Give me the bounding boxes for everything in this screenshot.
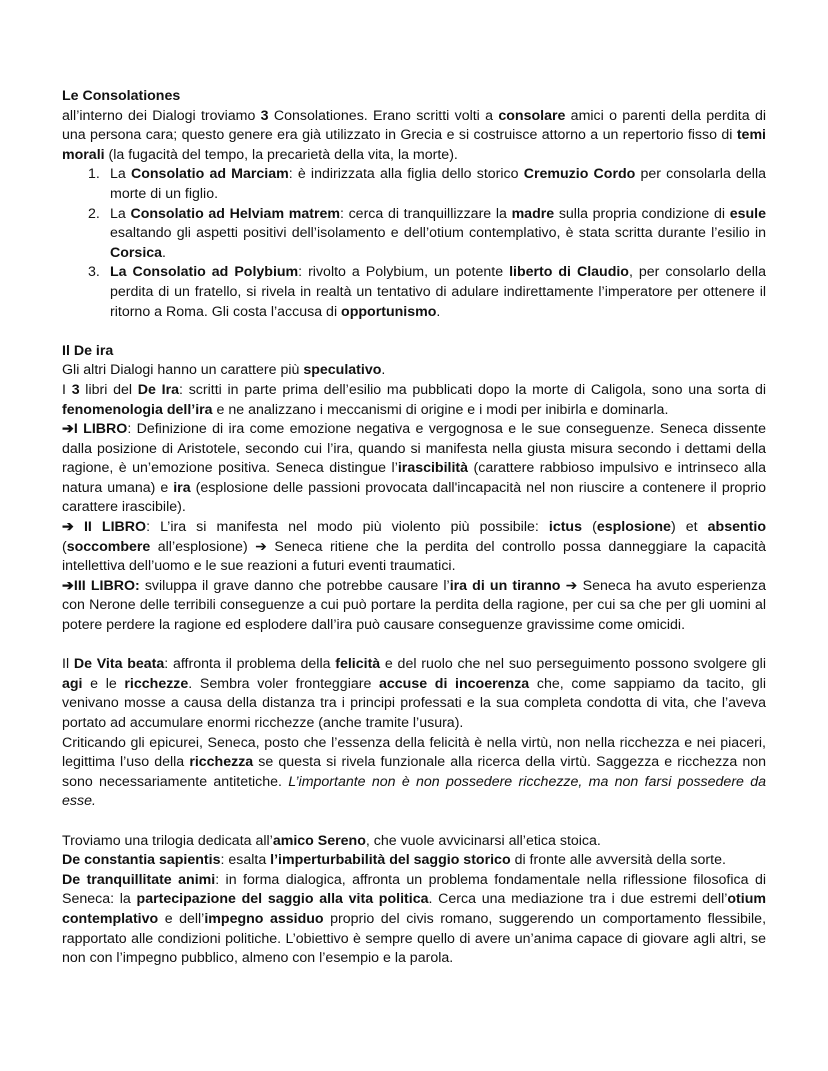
bold-text: ➔ II LIBRO	[62, 519, 147, 536]
text-run: amici o parenti della perdita di una persona cara; questo genere era già utilizzato in Grecia e si costruisce attorno a un repertorio fisso di	[62, 107, 766, 144]
bold-text: De Ira	[137, 381, 180, 398]
bold-text: 3	[71, 381, 80, 398]
paragraph	[62, 832, 766, 852]
bold-text: Le Consolationes	[62, 88, 181, 104]
bold-text: esule	[729, 205, 766, 222]
blank-line	[62, 322, 766, 342]
text-run: : Definizione di ira come emozione negativa e vergognosa e le sue conseguenze. Seneca dissente dalla posizione di Aristotele, secondo cui l’ira, quando si manifesta nella giusta misura secondo i dettami della ragione, è un’emozione positiva. Seneca distingue l’	[62, 421, 767, 477]
text-run: di fronte alle avversità della sorte.	[510, 852, 726, 869]
bold-text: fenomenologia dell’ira	[62, 401, 213, 418]
text-run: all’esplosione) ➔ Seneca ritiene che la perdita del controllo possa danneggiare la capacità intellettiva dell’uomo e le sue reazioni a futuri eventi traumatici.	[62, 538, 766, 575]
list-item	[62, 263, 766, 322]
text-run: Consolationes. Erano scritti volti a	[268, 107, 499, 124]
text-run: . Cerca una mediazione tra i due estremi dell’	[428, 891, 728, 908]
bold-text: De constantia sapientis	[62, 852, 221, 869]
bold-text: Il De ira	[62, 342, 114, 359]
text-run: (carattere rabbioso impulsivo e intrinseco alla natura umana) e	[62, 460, 766, 496]
paragraph	[62, 381, 766, 420]
bold-text: Consolatio ad Marciam	[130, 166, 289, 183]
text-run: Il	[62, 656, 74, 673]
text-run: (esplosione delle passioni provocata dall'incapacità nel non riuscire a contenere il proprio carattere irascibile).	[62, 479, 766, 516]
bold-text: speculativo	[303, 362, 382, 379]
text-run: : è indirizzata alla figlia dello storico	[288, 166, 524, 183]
text-run: sulla propria condizione di	[554, 205, 730, 222]
text-run: e del ruolo che nel suo perseguimento possono svolgere gli	[380, 656, 766, 673]
text-run: La	[110, 205, 131, 222]
list-number: 2.	[88, 205, 100, 222]
bold-text: ➔I LIBRO	[62, 421, 128, 438]
list-number: 1.	[88, 166, 100, 183]
text-run: : rivolto a Polybium, un potente	[298, 264, 510, 281]
text-run: libri del	[79, 381, 138, 398]
text-run: .	[381, 362, 386, 379]
bold-text: opportunismo	[341, 303, 437, 320]
bold-text: accuse di incoerenza	[379, 675, 530, 692]
bold-text: esplosione	[596, 519, 671, 536]
list-number: 3.	[88, 264, 100, 281]
text-run: .	[162, 244, 166, 261]
paragraph	[62, 577, 766, 636]
bold-text: consolare	[498, 107, 566, 124]
text-run: I	[62, 381, 72, 398]
text-run: ) et	[670, 519, 708, 536]
bold-text: madre	[511, 205, 555, 222]
bold-text: ricchezze	[124, 675, 189, 692]
bold-text: irascibilità	[397, 460, 469, 477]
bold-text: 3	[260, 107, 269, 124]
text-run: che, come sappiamo da tacito, gli venivano mosse a causa della distanza tra i principi professati e la sua completa condotta di vita, che l’aveva portato ad accumulare enormi ricchezze (anche tramite l’usura).	[62, 675, 766, 731]
text-run: : in forma dialogica, affronta un problema fondamentale nella riflessione filosofica di Seneca: la	[62, 871, 766, 908]
bold-text: l’imperturbabilità del saggio storico	[270, 852, 511, 869]
text-run: esaltando gli aspetti positivi dell’isolamento e dell’otium contemplativo, è stata scritta durante l’esilio in	[110, 225, 766, 242]
text-run: all’interno dei Dialogi troviamo	[62, 107, 261, 124]
text-run: Troviamo una trilogia dedicata all’	[62, 832, 273, 849]
bold-text: ricchezza	[189, 754, 254, 771]
text-run: : affronta il problema della	[164, 656, 336, 673]
blank-line	[62, 812, 766, 832]
paragraph	[62, 518, 766, 577]
text-run: e dell’	[158, 910, 205, 927]
text-run: (	[62, 538, 67, 555]
blank-line	[62, 636, 766, 656]
paragraph	[62, 871, 766, 969]
paragraph	[62, 734, 766, 812]
list-item	[62, 205, 766, 264]
text-run: .	[436, 303, 441, 320]
text-run: (	[582, 519, 597, 536]
text-run: . Sembra voler fronteggiare	[188, 675, 380, 692]
italic-text: L’importante non è non possedere ricchezze, ma non farsi possedere da esse.	[62, 773, 766, 810]
text-run: per consolarla della morte di un figlio.	[110, 166, 766, 202]
bold-text: Consolatio ad Helviam matrem	[130, 205, 340, 222]
bold-text: ira	[173, 479, 191, 496]
bold-text: temi morali	[62, 127, 766, 163]
bold-text: otium contemplativo	[62, 891, 766, 927]
text-run: e ne analizzano i meccanismi di origine e i modi per inibirla e dominarla.	[212, 401, 669, 418]
bold-text: La Consolatio ad Polybium	[110, 264, 299, 281]
bold-text: soccombere	[66, 538, 151, 555]
bold-text: partecipazione del saggio alla vita politica	[136, 891, 429, 908]
text-run: , per consolarlo della perdita di un fratello, si rivela in realtà un tentativo di adulare indirettamente l’imperatore per ottenere il ritorno a Roma. Gli costa l’accusa di	[110, 264, 766, 320]
bold-text: Cremuzio Cordo	[523, 166, 636, 183]
bold-text: ➔III LIBRO:	[62, 577, 140, 594]
text-run: se questa si rivela funzionale alla ricerca della virtù. Saggezza e ricchezza non sono necessariamente antitetiche.	[62, 754, 766, 790]
bold-text: Corsica	[110, 244, 163, 261]
bold-text: absentio	[707, 519, 766, 536]
text-run: Criticando gli epicurei, Seneca, posto che l’essenza della felicità è nella virtù, non nella ricchezza e nei piaceri, legittima l’uso della	[62, 734, 766, 771]
bold-text: ictus	[548, 519, 582, 536]
text-run: ➔ Seneca ha avuto esperienza con Nerone delle terribili conseguenze a cui può portare la perdita della ragione, per cui sa che per gli uomini al potere perdere la ragione ed esplodere dall’ira può causare conseguenze gravissime come omicidi.	[62, 577, 767, 634]
section-heading	[62, 342, 766, 362]
section-heading	[62, 87, 766, 107]
bold-text: felicità	[335, 656, 381, 673]
bold-text: ira di un tiranno	[449, 577, 561, 594]
text-run: La	[110, 166, 131, 183]
bold-text: amico Sereno	[272, 832, 366, 849]
paragraph	[62, 851, 766, 871]
text-run: sviluppa il grave danno che potrebbe causare l’	[139, 577, 450, 594]
text-run: Gli altri Dialogi hanno un carattere più	[62, 362, 304, 379]
text-run: : cerca di tranquillizzare la	[339, 205, 512, 222]
text-run: : esalta	[220, 852, 271, 869]
bold-text: De tranquillitate animi	[62, 871, 216, 888]
paragraph	[62, 361, 766, 381]
paragraph	[62, 107, 766, 166]
bold-text: De Vita beata	[73, 656, 165, 673]
text-run: proprio del civis romano, suggerendo un comportamento flessibile, rapportato alle condizioni politiche. L’obiettivo è sempre quello di avere un’anima capace di giovare agli altri, se non con l’impegno pubblico, almeno con l’esempio e la parola.	[62, 910, 767, 967]
text-run: e le	[82, 675, 125, 692]
text-run: : L’ira si manifesta nel modo più violento più possibile:	[146, 519, 549, 536]
paragraph	[62, 420, 766, 518]
document-page	[62, 87, 766, 969]
text-run: : scritti in parte prima dell’esilio ma pubblicati dopo la morte di Caligola, sono una sorta di	[179, 381, 766, 398]
bold-text: liberto di Claudio	[509, 264, 629, 281]
text-run: (la fugacità del tempo, la precarietà della vita, la morte).	[104, 146, 458, 163]
text-run: , che vuole avvicinarsi all’etica stoica.	[365, 832, 601, 849]
bold-text: impegno assiduo	[204, 910, 324, 927]
paragraph	[62, 655, 766, 733]
list-item	[62, 165, 766, 204]
bold-text: agi	[62, 675, 83, 692]
